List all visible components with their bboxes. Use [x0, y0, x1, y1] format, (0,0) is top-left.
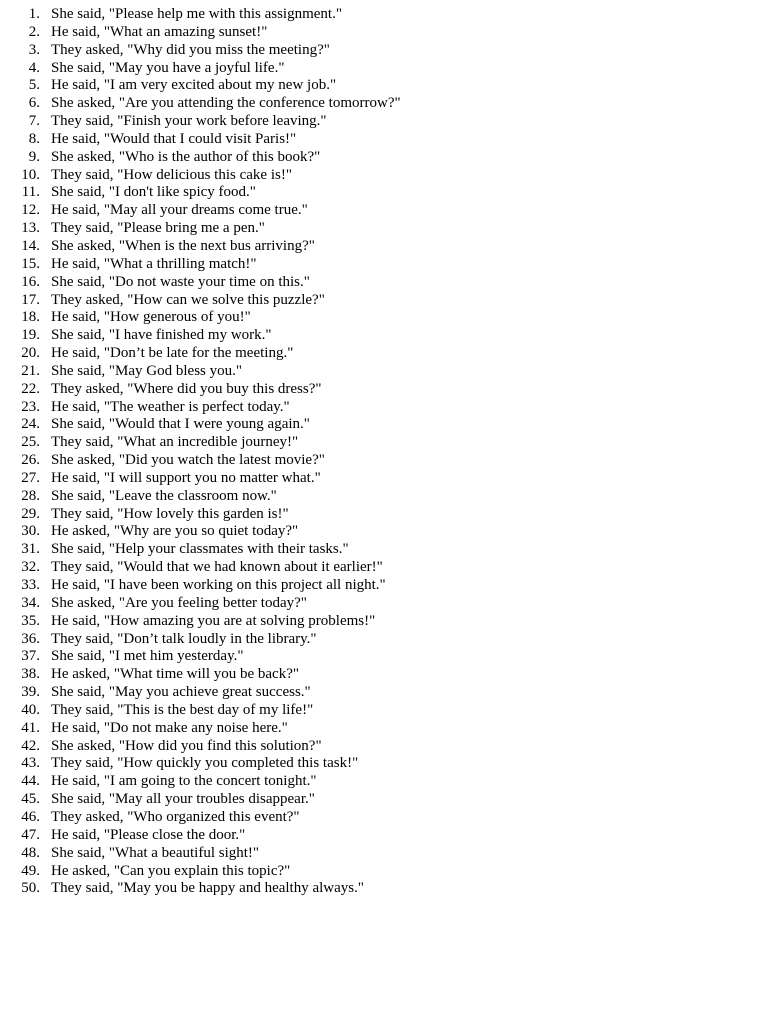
list-item-number: 29.: [21, 505, 40, 522]
list-item: [0, 345, 768, 363]
list-item-number: 48.: [21, 844, 40, 861]
list-item-text: She asked, "Are you attending the conference tomorrow?": [51, 95, 401, 112]
list-item-text: They said, "How lovely this garden is!": [51, 505, 289, 522]
list-item-number: 32.: [21, 559, 40, 576]
list-item-text: She said, "I have finished my work.": [51, 327, 272, 344]
list-item-number: 27.: [21, 469, 40, 486]
list-item-number: 23.: [21, 398, 40, 415]
list-item: [0, 684, 768, 702]
list-item-number: 45.: [21, 791, 40, 808]
list-item-number: 35.: [21, 612, 40, 629]
list-item-number: 10.: [21, 166, 40, 183]
list-item-number: 5.: [28, 77, 40, 94]
list-item-text: He said, "The weather is perfect today.": [51, 398, 290, 415]
list-item-number: 25.: [21, 434, 40, 451]
list-item-number: 18.: [21, 309, 40, 326]
list-item: [0, 648, 768, 666]
list-item: [0, 541, 768, 559]
list-item-text: She said, "I don't like spicy food.": [51, 184, 256, 201]
list-item-number: 44.: [21, 773, 40, 790]
list-item-number: 49.: [21, 862, 40, 879]
list-item-number: 47.: [21, 826, 40, 843]
list-item-number: 2.: [28, 23, 40, 40]
list-item: [0, 292, 768, 310]
list-item-number: 11.: [21, 184, 40, 201]
list-item-text: She said, "Help your classmates with their tasks.": [51, 541, 349, 558]
list-item-text: They said, "How delicious this cake is!": [51, 166, 292, 183]
list-item-number: 28.: [21, 487, 40, 504]
list-item: [0, 6, 768, 24]
list-item-text: He asked, "What time will you be back?": [51, 666, 299, 683]
list-item: [0, 42, 768, 60]
list-item-text: They said, "What an incredible journey!": [51, 434, 299, 451]
list-item-text: He said, "Do not make any noise here.": [51, 719, 288, 736]
list-item: [0, 399, 768, 417]
list-item-number: 37.: [21, 648, 40, 665]
list-item-number: 7.: [28, 113, 40, 130]
list-item-text: He said, "I am very excited about my new job.": [51, 77, 337, 94]
list-item: [0, 167, 768, 185]
list-item-text: He said, "How generous of you!": [51, 309, 251, 326]
list-item: [0, 506, 768, 524]
list-item: [0, 238, 768, 256]
list-item-number: 12.: [21, 202, 40, 219]
list-item-number: 30.: [21, 523, 40, 540]
list-item-number: 19.: [21, 327, 40, 344]
list-item: [0, 577, 768, 595]
list-item-text: She said, "May all your troubles disappear.": [51, 791, 315, 808]
list-item: [0, 666, 768, 684]
list-item-number: 50.: [21, 880, 40, 897]
list-item-number: 9.: [28, 148, 40, 165]
list-item-number: 6.: [28, 95, 40, 112]
list-item: [0, 77, 768, 95]
list-item-number: 24.: [21, 416, 40, 433]
list-item-text: He said, "Please close the door.": [51, 826, 246, 843]
list-item-number: 8.: [28, 130, 40, 147]
list-item: [0, 327, 768, 345]
list-item-text: He said, "I have been working on this project all night.": [51, 577, 386, 593]
list-item-text: He said, "What an amazing sunset!": [51, 23, 268, 40]
list-item: [0, 845, 768, 863]
list-item-text: She said, "May you have a joyful life.": [51, 59, 285, 76]
list-item-number: 15.: [21, 255, 40, 272]
list-item-number: 38.: [21, 666, 40, 683]
list-item-text: She asked, "Are you feeling better today?": [51, 594, 307, 611]
list-item: [0, 738, 768, 756]
list-item-text: He said, "What a thrilling match!": [51, 255, 257, 272]
list-item: [0, 613, 768, 631]
list-item-text: They said, "Would that we had known about it earlier!": [51, 559, 383, 576]
list-item-number: 36.: [21, 630, 40, 647]
sentence-list: [0, 6, 768, 898]
list-item-number: 39.: [21, 684, 40, 701]
list-item: [0, 363, 768, 381]
list-item: [0, 631, 768, 649]
list-item-number: 21.: [21, 362, 40, 379]
list-item: [0, 720, 768, 738]
list-item-text: They said, "May you be happy and healthy always.": [51, 880, 365, 897]
list-item: [0, 184, 768, 202]
list-item: [0, 755, 768, 773]
list-item: [0, 880, 768, 898]
list-item-text: He said, "Would that I could visit Paris!": [51, 130, 297, 147]
list-item-number: 34.: [21, 594, 40, 611]
list-item-number: 46.: [21, 808, 40, 825]
list-item: [0, 149, 768, 167]
list-item: [0, 24, 768, 42]
list-item-text: She asked, "Who is the author of this book?": [51, 148, 321, 165]
list-item-text: They said, "Finish your work before leaving.": [51, 113, 327, 130]
list-item-text: She asked, "How did you find this solution?": [51, 737, 322, 754]
list-item-text: She said, "May God bless you.": [51, 362, 242, 379]
list-item-text: She said, "Do not waste your time on this.": [51, 273, 310, 290]
list-item-text: They said, "How quickly you completed this task!": [51, 755, 359, 772]
list-item-number: 40.: [21, 701, 40, 718]
list-item: [0, 863, 768, 881]
list-item-text: She said, "What a beautiful sight!": [51, 844, 260, 861]
list-item-number: 1.: [28, 6, 40, 22]
list-item-number: 26.: [21, 452, 40, 469]
list-item: [0, 274, 768, 292]
list-item-text: They asked, "Why did you miss the meeting?": [51, 41, 330, 58]
list-item-text: He said, "I will support you no matter what.": [51, 469, 321, 486]
list-item: [0, 434, 768, 452]
list-item: [0, 791, 768, 809]
list-item: [0, 381, 768, 399]
list-item: [0, 702, 768, 720]
list-item-number: 16.: [21, 273, 40, 290]
list-item-text: He said, "May all your dreams come true.": [51, 202, 308, 219]
list-item: [0, 95, 768, 113]
list-item: [0, 60, 768, 78]
list-item-number: 4.: [28, 59, 40, 76]
list-item-number: 42.: [21, 737, 40, 754]
list-item-text: She said, "Would that I were young again.": [51, 416, 310, 433]
list-item-number: 3.: [28, 41, 40, 58]
list-item: [0, 809, 768, 827]
list-item-text: He said, "Don’t be late for the meeting.": [51, 345, 294, 362]
list-item: [0, 773, 768, 791]
list-item-text: He asked, "Why are you so quiet today?": [51, 523, 299, 540]
list-item-text: He said, "How amazing you are at solving problems!": [51, 612, 376, 629]
list-item-text: She asked, "When is the next bus arriving?": [51, 237, 315, 254]
list-item-text: She said, "I met him yesterday.": [51, 648, 244, 665]
list-item-text: He asked, "Can you explain this topic?": [51, 862, 291, 879]
list-item: [0, 309, 768, 327]
list-item: [0, 256, 768, 274]
list-item: [0, 827, 768, 845]
list-item: [0, 452, 768, 470]
list-item: [0, 416, 768, 434]
list-item-text: They said, "Please bring me a pen.": [51, 220, 265, 237]
list-item-number: 14.: [21, 237, 40, 254]
list-item: [0, 488, 768, 506]
list-item-text: She said, "Please help me with this assignment.": [51, 6, 342, 22]
list-item-text: They asked, "Where did you buy this dress?": [51, 380, 322, 397]
list-item: [0, 131, 768, 149]
list-item-number: 22.: [21, 380, 40, 397]
list-item: [0, 595, 768, 613]
list-item-text: They asked, "How can we solve this puzzle?": [51, 291, 325, 308]
list-item-number: 41.: [21, 719, 40, 736]
list-item-text: She said, "Leave the classroom now.": [51, 487, 277, 504]
list-item-number: 20.: [21, 345, 40, 362]
list-item-text: He said, "I am going to the concert tonight.": [51, 773, 317, 790]
list-item: [0, 559, 768, 577]
list-item: [0, 470, 768, 488]
list-item-text: They said, "This is the best day of my life!": [51, 701, 314, 718]
list-item-number: 33.: [21, 577, 40, 593]
list-item: [0, 220, 768, 238]
list-item-number: 43.: [21, 755, 40, 772]
list-item: [0, 523, 768, 541]
list-item-text: She said, "May you achieve great success.": [51, 684, 311, 701]
list-item-number: 13.: [21, 220, 40, 237]
list-item-text: They asked, "Who organized this event?": [51, 808, 300, 825]
list-item: [0, 113, 768, 131]
list-item-text: They said, "Don’t talk loudly in the library.": [51, 630, 317, 647]
list-item-number: 17.: [21, 291, 40, 308]
list-item-text: She asked, "Did you watch the latest movie?": [51, 452, 325, 469]
list-item: [0, 202, 768, 220]
list-item-number: 31.: [21, 541, 40, 558]
